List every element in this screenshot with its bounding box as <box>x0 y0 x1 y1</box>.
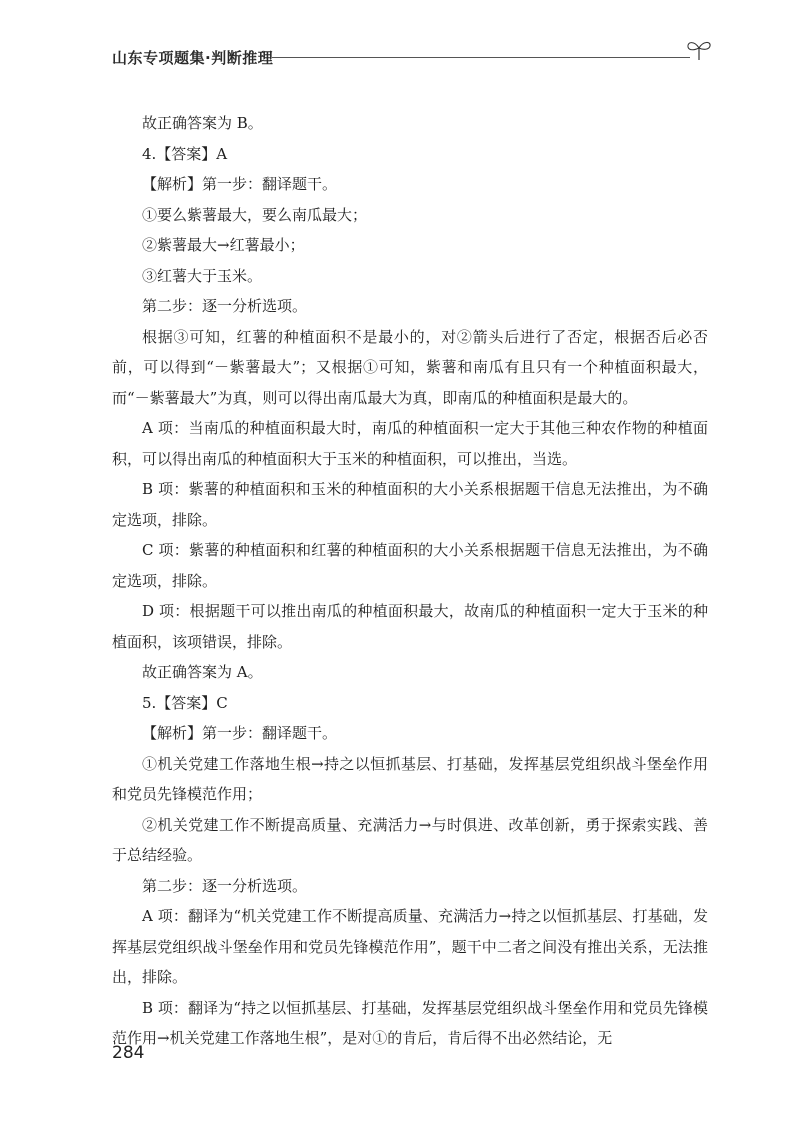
header-title: 山东专项题集·判断推理 <box>112 49 274 67</box>
sprout-icon <box>684 38 714 62</box>
header-rule <box>272 57 690 58</box>
option-a-paragraph: A 项：当南瓜的种植面积最大时，南瓜的种植面积一定大于其他三种农作物的种植面积，可以得出南瓜的种植面积大于玉米的种植面积，可以推出，当选。 <box>112 419 708 468</box>
analysis-step-2: 第二步：逐一分析选项。 <box>142 297 308 315</box>
analysis-step-1: 【解析】第一步：翻译题干。 <box>142 175 338 193</box>
q5-option-b-paragraph: B 项：翻译为“持之以恒抓基层、打基础，发挥基层党组织战斗堡垒作用和党员先锋模范作用→机关党建工作落地生根”，是对①的肯后，肯后得不出必然结论，无 <box>112 998 708 1047</box>
option-c-paragraph: C 项：紫薯的种植面积和红薯的种植面积的大小关系根据题干信息无法推出，为不确定选项，排除。 <box>112 541 708 590</box>
reasoning-paragraph: 根据③可知，红薯的种植面积不是最小的，对②箭头后进行了否定，根据否后必否前，可以得到“－紫薯最大”；又根据①可知，紫薯和南瓜有且只有一个种植面积最大，而“－紫薯最大”为真，则可以得出南瓜最大为真，即南瓜的种植面积是最大的。 <box>112 327 708 407</box>
answer-line: 4.【答案】A <box>142 144 228 163</box>
page-number: 284 <box>112 1043 145 1063</box>
premise-1: ①要么紫薯最大，要么南瓜最大； <box>142 205 368 224</box>
conclusion-line: 故正确答案为 B。 <box>142 114 263 132</box>
option-d-paragraph: D 项：根据题干可以推出南瓜的种植面积最大，故南瓜的种植面积一定大于玉米的种植面积，该项错误，排除。 <box>112 602 708 651</box>
q5-option-a-paragraph: A 项：翻译为“机关党建工作不断提高质量、充满活力→持之以恒抓基层、打基础，发挥基层党组织战斗堡垒作用和党员先锋模范作用”，题干中二者之间没有推出关系，无法推出，排除。 <box>112 907 708 986</box>
q5-premise-1: ①机关党建工作落地生根→持之以恒抓基层、打基础，发挥基层党组织战斗堡垒作用和党员先锋模范作用； <box>112 754 708 803</box>
premise-2: ②紫薯最大→红薯最小； <box>142 236 305 254</box>
option-b-paragraph: B 项：紫薯的种植面积和玉米的种植面积的大小关系根据题干信息无法推出，为不确定选项，排除。 <box>112 480 708 529</box>
answer-line-5: 5.【答案】C <box>142 693 228 712</box>
page-body <box>112 108 708 1054</box>
premise-3: ③红薯大于玉米。 <box>142 266 263 285</box>
analysis-step-2-q5: 第二步：逐一分析选项。 <box>142 876 308 895</box>
q5-premise-2: ②机关党建工作不断提高质量、充满活力→与时俱进、改革创新，勇于探索实践、善于总结经验。 <box>112 815 708 864</box>
analysis-step-1-q5: 【解析】第一步：翻译题干。 <box>142 724 338 742</box>
conclusion-line-2: 故正确答案为 A。 <box>142 663 263 681</box>
running-header <box>112 38 712 78</box>
